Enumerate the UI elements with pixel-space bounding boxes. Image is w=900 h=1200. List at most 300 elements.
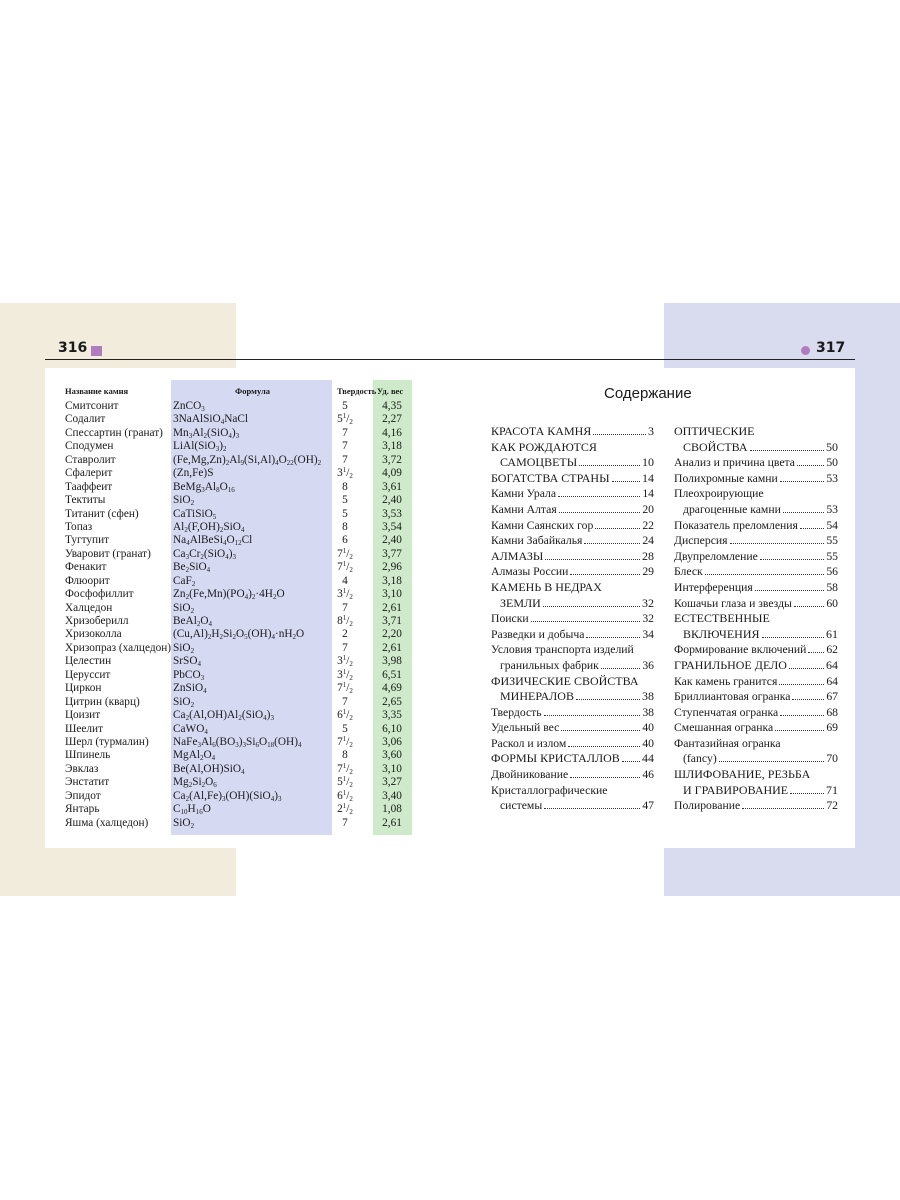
gem-weight: 3,10 xyxy=(382,588,402,601)
toc-leader-dots xyxy=(579,456,640,466)
toc-leader-dots xyxy=(705,565,825,575)
toc-entry-title: КАК РОЖДАЮТСЯ xyxy=(491,439,597,454)
toc-leader-dots xyxy=(792,690,824,700)
toc-entry[interactable] xyxy=(674,564,838,580)
gem-weight: 4,16 xyxy=(382,426,402,439)
gem-name: Хризоколла xyxy=(65,628,122,641)
toc-entry[interactable] xyxy=(491,767,654,783)
toc-entry[interactable] xyxy=(674,596,838,612)
table-row xyxy=(45,508,425,521)
table-row xyxy=(45,682,425,695)
toc-entry-title: Поиски xyxy=(491,612,529,626)
toc-entry-page: 55 xyxy=(826,549,838,563)
gem-formula: 3NaAlSiO$_4$NaCl xyxy=(173,413,249,427)
table-row xyxy=(45,575,425,588)
toc-entry[interactable] xyxy=(491,798,654,814)
gem-name: Фенакит xyxy=(65,561,107,574)
gem-hardness: 6 xyxy=(342,534,348,547)
toc-entry[interactable] xyxy=(674,658,838,674)
toc-entry-page: 53 xyxy=(826,502,838,516)
gem-hardness: 5 xyxy=(342,494,348,507)
gem-weight: 3,35 xyxy=(382,709,402,722)
gem-weight: 4,69 xyxy=(382,682,402,695)
toc-entry[interactable] xyxy=(674,471,838,487)
gem-hardness: $2^1/_2$ xyxy=(337,802,353,817)
toc-entry-title: Плеохроирующие xyxy=(674,487,764,501)
toc-entry-title: Полихромные камни xyxy=(674,471,778,485)
gem-formula: $BeAl_2O_4$ xyxy=(173,615,213,628)
toc-entry-page: 34 xyxy=(642,627,654,641)
toc-entry-page: 40 xyxy=(642,721,654,735)
toc-leader-dots xyxy=(586,628,640,638)
toc-entry-title: ЗЕМЛИ xyxy=(500,595,541,610)
gem-formula: $BeMg_3Al_8O_{16}$ xyxy=(173,480,235,494)
gem-hardness: $5^1/_2$ xyxy=(337,412,353,427)
gem-name: Топаз xyxy=(65,520,93,533)
toc-entry[interactable] xyxy=(674,455,838,471)
toc-entry-title: АЛМАЗЫ xyxy=(491,548,544,563)
table-row xyxy=(45,615,425,628)
gem-name: Тугтупит xyxy=(65,534,110,547)
gem-weight: 3,72 xyxy=(382,453,402,466)
toc-entry-title: САМОЦВЕТЫ xyxy=(500,455,578,470)
toc-entry-page: 46 xyxy=(642,768,654,782)
gem-weight: 3,27 xyxy=(382,776,402,789)
gem-name: Шеелит xyxy=(65,722,104,735)
header-hardness: Твердость xyxy=(337,386,377,396)
toc-entry[interactable] xyxy=(491,440,654,456)
gem-hardness: $7^1/_2$ xyxy=(337,761,353,776)
toc-entry[interactable] xyxy=(674,736,838,752)
toc-entry[interactable] xyxy=(491,720,654,736)
toc-leader-dots xyxy=(601,659,640,669)
toc-entry-title: Фантазийная огранка xyxy=(674,736,781,750)
toc-entry-page: 10 xyxy=(642,455,654,470)
gem-weight: 1,08 xyxy=(382,803,402,816)
gem-weight: 2,96 xyxy=(382,561,402,574)
table-row xyxy=(45,521,425,534)
table-row xyxy=(45,642,425,655)
gem-hardness: 5 xyxy=(342,722,348,735)
toc-entry[interactable] xyxy=(491,783,654,799)
gem-formula: SiO$_2$ xyxy=(173,494,195,508)
toc-entry[interactable] xyxy=(674,767,838,783)
toc-entry-title: ФИЗИЧЕСКИЕ СВОЙСТВА xyxy=(491,673,639,688)
table-row xyxy=(45,548,425,561)
toc-entry[interactable] xyxy=(674,627,838,643)
toc-leader-dots xyxy=(779,675,824,685)
toc-entry-page: 69 xyxy=(826,721,838,735)
gem-hardness: $3^1/_2$ xyxy=(337,667,353,682)
gem-hardness: 7 xyxy=(342,695,348,708)
toc-entry[interactable] xyxy=(491,642,654,658)
toc-entry-page: 32 xyxy=(642,595,654,610)
toc-leader-dots xyxy=(780,706,824,716)
gem-name: Халцедон xyxy=(65,601,113,614)
toc-entry-page: 24 xyxy=(642,534,654,548)
gem-name: Содалит xyxy=(65,413,106,426)
gem-formula: $MgAl_2O_4$ xyxy=(173,749,216,763)
gem-hardness: 7 xyxy=(342,426,348,439)
gem-hardness: 4 xyxy=(342,574,348,587)
toc-entry[interactable] xyxy=(674,518,838,534)
toc-entry-title: БОГАТСТВА СТРАНЫ xyxy=(491,470,610,485)
toc-entry-title: КАМЕНЬ В НЕДРАХ xyxy=(491,579,602,594)
toc-entry-page: 55 xyxy=(826,534,838,548)
toc-entry-page: 64 xyxy=(826,657,838,672)
toc-leader-dots xyxy=(531,612,641,622)
gem-weight: 3,53 xyxy=(382,507,402,520)
table-row xyxy=(45,534,425,547)
toc-entry-page: 67 xyxy=(826,690,838,704)
gem-name: Спессартин (гранат) xyxy=(65,426,163,439)
gem-weight: 3,06 xyxy=(382,735,402,748)
toc-leader-dots xyxy=(742,799,824,809)
gem-formula: (Zn,Fe)S xyxy=(173,467,214,480)
toc-entry[interactable] xyxy=(491,424,654,440)
gem-name: Тааффеит xyxy=(65,480,113,493)
header-weight: Уд. вес xyxy=(377,386,404,396)
toc-entry[interactable] xyxy=(674,783,838,799)
toc-leader-dots xyxy=(622,752,640,762)
toc-leader-dots xyxy=(775,721,824,731)
toc-column-left xyxy=(491,424,654,814)
toc-entry[interactable] xyxy=(491,674,654,690)
toc-entry-page: 20 xyxy=(642,502,654,516)
toc-entry-page: 60 xyxy=(826,596,838,610)
toc-entry[interactable] xyxy=(674,549,838,565)
toc-entry[interactable] xyxy=(674,533,838,549)
header-name: Название камня xyxy=(65,386,129,396)
gem-hardness: 7 xyxy=(342,440,348,453)
toc-entry-title: Раскол и излом xyxy=(491,736,567,750)
table-row xyxy=(45,454,425,467)
toc-entry-title: драгоценные камни xyxy=(683,502,781,516)
table-row xyxy=(45,749,425,762)
gem-name: Флюорит xyxy=(65,574,110,587)
table-row xyxy=(45,669,425,682)
table-row xyxy=(45,628,425,641)
toc-entry-page: 64 xyxy=(826,674,838,688)
toc-leader-dots xyxy=(545,550,640,560)
toc-entry-title: Полирование xyxy=(674,799,741,813)
table-row xyxy=(45,803,425,816)
table-row xyxy=(45,655,425,668)
toc-entry[interactable] xyxy=(491,549,654,565)
gem-formula: $Al_2(F,OH)_2SiO_4$ xyxy=(173,520,245,534)
toc-entry-title: ГРАНИЛЬНОЕ ДЕЛО xyxy=(674,657,787,672)
toc-entry-page: 50 xyxy=(826,439,838,454)
toc-entry[interactable] xyxy=(491,751,654,767)
toc-entry-title: ОПТИЧЕСКИЕ xyxy=(674,424,755,438)
gem-formula: SrSO$_4$ xyxy=(173,655,201,669)
table-row xyxy=(45,602,425,615)
table-row xyxy=(45,400,425,413)
toc-entry[interactable] xyxy=(674,751,838,767)
gem-name: Хризоберилл xyxy=(65,615,129,627)
toc-entry-title: Смешанная огранка xyxy=(674,721,774,735)
gem-name: Хризопраз (халцедон) xyxy=(65,641,172,654)
gem-name: Янтарь xyxy=(65,803,100,816)
toc-entry[interactable] xyxy=(491,705,654,721)
toc-entry[interactable] xyxy=(491,455,654,471)
toc-leader-dots xyxy=(800,519,824,529)
toc-leader-dots xyxy=(570,768,640,778)
toc-leader-dots xyxy=(544,799,640,809)
gem-name: Эвклаз xyxy=(65,762,99,775)
gem-weight: 6,51 xyxy=(382,668,402,681)
gem-weight: 3,40 xyxy=(382,789,402,802)
toc-leader-dots xyxy=(719,752,825,762)
gem-formula: $C_{10}H_{16}O$ xyxy=(173,803,211,817)
toc-entry-title: Блеск xyxy=(674,565,703,579)
gem-hardness: $6^1/_2$ xyxy=(337,788,353,803)
toc-entry-page: 28 xyxy=(642,548,654,563)
gem-formula: SiO$_2$ xyxy=(173,816,195,830)
gem-formula: SiO$_2$ xyxy=(173,695,195,709)
toc-entry[interactable] xyxy=(491,658,654,674)
toc-entry-title: Анализ и причина цвета xyxy=(674,456,795,470)
gem-formula: SiO$_2$ xyxy=(173,601,195,615)
toc-entry-page: 36 xyxy=(642,658,654,672)
toc-leader-dots xyxy=(568,737,640,747)
gem-hardness: 7 xyxy=(342,816,348,829)
table-body xyxy=(45,400,425,830)
gem-name: Цоизит xyxy=(65,709,101,722)
gem-hardness: 7 xyxy=(342,453,348,466)
toc-entry[interactable] xyxy=(491,564,654,580)
toc-leader-dots xyxy=(570,565,640,575)
gem-weight: 4,35 xyxy=(382,400,402,412)
toc-title: Содержание xyxy=(604,385,692,402)
gem-hardness: 8 xyxy=(342,520,348,533)
toc-entry-page: 40 xyxy=(642,736,654,750)
gem-hardness: $8^1/_2$ xyxy=(337,614,353,628)
toc-entry[interactable] xyxy=(674,502,838,518)
gem-hardness: 8 xyxy=(342,749,348,762)
toc-leader-dots xyxy=(595,519,640,529)
gem-weight: 2,61 xyxy=(382,816,402,829)
toc-entry-title: МИНЕРАЛОВ xyxy=(500,689,574,704)
gem-hardness: $3^1/_2$ xyxy=(337,654,353,669)
table-row xyxy=(45,481,425,494)
toc-leader-dots xyxy=(543,597,640,607)
toc-entry-title: Двупреломление xyxy=(674,549,758,563)
toc-leader-dots xyxy=(730,534,825,544)
toc-entry-title: Разведки и добыча xyxy=(491,627,585,641)
toc-entry-title: Условия транспорта изделий xyxy=(491,643,634,657)
gem-weight: 3,54 xyxy=(382,520,402,533)
toc-entry-title: Камни Саянских гор xyxy=(491,518,594,532)
gem-weight: 3,10 xyxy=(382,762,402,775)
toc-entry-page: 58 xyxy=(826,580,838,594)
table-row xyxy=(45,709,425,722)
page-marker-dot-icon xyxy=(801,346,810,355)
gem-weight: 2,40 xyxy=(382,534,402,547)
toc-leader-dots xyxy=(750,441,824,451)
toc-leader-dots xyxy=(576,690,640,700)
toc-entry-page: 70 xyxy=(826,752,838,766)
toc-leader-dots xyxy=(789,659,824,669)
toc-entry-title: ЕСТЕСТВЕННЫЕ xyxy=(674,611,770,626)
toc-leader-dots xyxy=(794,597,824,607)
toc-entry[interactable] xyxy=(674,674,838,690)
toc-entry-title: ФОРМЫ КРИСТАЛЛОВ xyxy=(491,751,620,766)
toc-entry-title: КРАСОТА КАМНЯ xyxy=(491,424,592,438)
toc-entry-title: И ГРАВИРОВАНИЕ xyxy=(683,782,789,797)
gem-name: Ставролит xyxy=(65,453,116,466)
toc-entry-page: 68 xyxy=(826,705,838,719)
gem-hardness: $7^1/_2$ xyxy=(337,734,353,749)
toc-entry-title: ВКЛЮЧЕНИЯ xyxy=(683,626,760,641)
table-header xyxy=(45,382,425,400)
gem-weight: 3,77 xyxy=(382,547,402,560)
gem-formula: $(Fe,Mg,Zn)_2Al_9(Si,Al)_4O_{22}(OH)_2$ xyxy=(173,453,322,467)
toc-entry-title: Как камень гранится xyxy=(674,674,778,688)
toc-leader-dots xyxy=(612,472,640,482)
table-row xyxy=(45,736,425,749)
toc-leader-dots xyxy=(790,784,824,794)
gem-formula: SiO$_2$ xyxy=(173,641,195,655)
gem-formula: $(Cu,Al)_2H_2Si_2O_5(OH)_4\cdot nH_2O$ xyxy=(173,628,305,642)
toc-entry-title: гранильных фабрик xyxy=(500,658,599,672)
toc-entry-title: Камни Алтая xyxy=(491,502,557,516)
toc-leader-dots xyxy=(561,721,640,731)
gem-formula: CaTiSiO$_5$ xyxy=(173,507,217,521)
toc-entry[interactable] xyxy=(491,518,654,534)
toc-entry-title: ШЛИФОВАНИЕ, РЕЗЬБА xyxy=(674,767,811,782)
toc-entry-title: Формирование включений xyxy=(674,643,807,657)
gem-hardness: $7^1/_2$ xyxy=(337,546,353,561)
toc-leader-dots xyxy=(544,706,641,716)
gem-formula: $Ca_2(Al,OH)Al_2(SiO_4)_3$ xyxy=(173,709,274,723)
toc-entry-page: 61 xyxy=(826,626,838,641)
gem-hardness: $6^1/_2$ xyxy=(337,708,353,723)
toc-entry-title: Удельный вес xyxy=(491,721,560,735)
toc-entry-title: Дисперсия xyxy=(674,534,728,548)
header-formula: Формула xyxy=(235,386,270,396)
gem-formula: $Be_2SiO_4$ xyxy=(173,561,211,575)
gem-weight: 3,18 xyxy=(382,574,402,587)
toc-entry-page: 14 xyxy=(642,487,654,501)
page-number-left: 316 xyxy=(58,340,88,356)
gem-hardness: $3^1/_2$ xyxy=(337,466,353,481)
toc-entry-title: Двойникование xyxy=(491,768,569,782)
toc-leader-dots xyxy=(797,456,824,466)
toc-entry-page: 47 xyxy=(642,799,654,813)
toc-entry[interactable] xyxy=(674,720,838,736)
gem-weight: 2,61 xyxy=(382,601,402,614)
toc-entry-page: 38 xyxy=(642,689,654,704)
toc-entry[interactable] xyxy=(674,705,838,721)
toc-entry-title: Показатель преломления xyxy=(674,518,798,532)
gem-formula: $LiAl(SiO_3)_2$ xyxy=(173,440,227,454)
gem-hardness: 8 xyxy=(342,480,348,493)
toc-entry-title: Твердость xyxy=(491,705,542,719)
gem-weight: 3,71 xyxy=(382,615,402,627)
gem-hardness: $7^1/_2$ xyxy=(337,560,353,575)
gem-formula: $Zn_2(Fe,Mn)(PO_4)_2\cdot 4H_2O$ xyxy=(173,588,285,602)
gem-weight: 2,65 xyxy=(382,695,402,708)
gem-hardness: 5 xyxy=(342,507,348,520)
table-row xyxy=(45,561,425,574)
gem-hardness: 2 xyxy=(342,628,348,641)
toc-entry[interactable] xyxy=(491,611,654,627)
gem-name: Уваровит (гранат) xyxy=(65,547,151,560)
gem-name: Циркон xyxy=(65,682,102,695)
gem-weight: 2,27 xyxy=(382,413,402,426)
toc-entry[interactable] xyxy=(491,596,654,612)
table-row xyxy=(45,790,425,803)
toc-entry[interactable] xyxy=(491,627,654,643)
toc-entry[interactable] xyxy=(674,798,838,814)
toc-entry-title: Ступенчатая огранка xyxy=(674,705,779,719)
toc-leader-dots xyxy=(558,487,640,497)
gem-formula: CaF$_2$ xyxy=(173,574,196,588)
table-row xyxy=(45,817,425,830)
gem-weight: 3,60 xyxy=(382,749,402,762)
gem-weight: 2,40 xyxy=(382,494,402,507)
toc-entry-title: Камни Забайкалья xyxy=(491,534,583,548)
toc-entry[interactable] xyxy=(491,533,654,549)
toc-entry-page: 3 xyxy=(648,424,654,438)
gem-name: Цитрин (кварц) xyxy=(65,695,140,708)
gem-formula: $Na_4AlBeSi_4O_{12}Cl$ xyxy=(173,534,253,548)
toc-leader-dots xyxy=(780,472,825,482)
gem-formula: $Mn_3Al_2(SiO_4)_3$ xyxy=(173,426,240,440)
toc-entry[interactable] xyxy=(674,424,838,440)
toc-entry[interactable] xyxy=(674,689,838,705)
toc-entry[interactable] xyxy=(674,611,838,627)
gem-weight: 6,10 xyxy=(382,722,402,735)
toc-entry[interactable] xyxy=(491,486,654,502)
gem-weight: 4,09 xyxy=(382,467,402,480)
toc-entry-title: Кошачьи глаза и звезды xyxy=(674,596,792,610)
gem-hardness: $5^1/_2$ xyxy=(337,775,353,790)
toc-entry[interactable] xyxy=(491,502,654,518)
toc-entry-page: 54 xyxy=(826,518,838,532)
toc-entry-title: Интерференция xyxy=(674,580,753,594)
page-marker-square-icon xyxy=(91,346,102,356)
toc-entry[interactable] xyxy=(491,471,654,487)
gem-formula: ZnCO$_3$ xyxy=(173,400,205,413)
table-row xyxy=(45,427,425,440)
toc-leader-dots xyxy=(808,643,824,653)
toc-entry[interactable] xyxy=(674,440,838,456)
gem-weight: 2,61 xyxy=(382,641,402,654)
toc-leader-dots xyxy=(559,503,641,513)
header-rule xyxy=(45,359,855,360)
toc-entry-page: 72 xyxy=(826,799,838,813)
gem-name: Титанит (сфен) xyxy=(65,507,139,520)
table-row xyxy=(45,413,425,426)
toc-entry[interactable] xyxy=(674,486,838,502)
toc-entry-page: 56 xyxy=(826,565,838,579)
table-row xyxy=(45,467,425,480)
toc-entry[interactable] xyxy=(491,580,654,596)
toc-entry[interactable] xyxy=(491,689,654,705)
gem-formula: PbCO$_3$ xyxy=(173,668,205,682)
toc-entry-title: СВОЙСТВА xyxy=(683,439,748,454)
gem-formula: $Ca_2(Al,Fe)_3(OH)(SiO_4)_3$ xyxy=(173,789,282,803)
toc-entry-page: 44 xyxy=(642,751,654,766)
gem-name: Энстатит xyxy=(65,776,110,789)
toc-column-right xyxy=(674,424,838,814)
toc-entry[interactable] xyxy=(491,736,654,752)
toc-entry-title: Бриллиантовая огранка xyxy=(674,690,791,704)
toc-entry[interactable] xyxy=(674,642,838,658)
toc-entry[interactable] xyxy=(674,580,838,596)
